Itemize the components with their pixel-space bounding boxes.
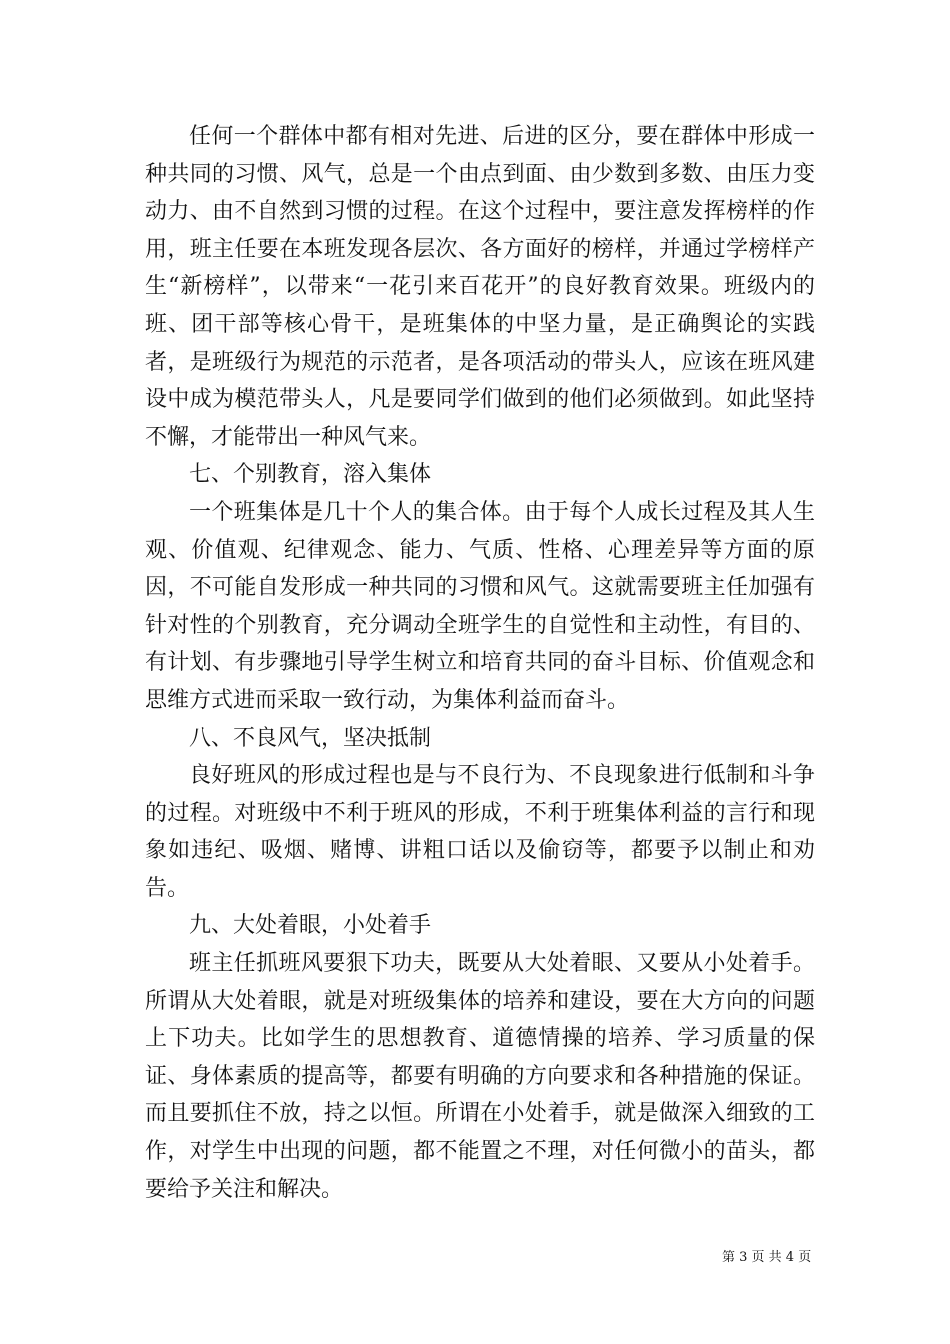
section-heading-9: 九、大处着眼，小处着手 (189, 913, 432, 939)
paragraph-individual-education: 一个班集体是几十个人的集合体。由于每个人成长过程及其人生观、价值观、纪律观念、能力、气质、性格、心理差异等方面的原因，不可能自发形成一种共同的习惯和风气。这就需要班主任加强有针对性的个别教育，充分调动全班学生的自觉性和主动性，有目的、有计划、有步骤地引导学生树立和培育共同的奋斗目标、价值观念和思维方式进而采取一致行动，为集体利益而奋斗。 (145, 499, 815, 713)
paragraph-resist-bad-habits: 良好班风的形成过程也是与不良行为、不良现象进行低制和斗争的过程。对班级中不利于班风的形成，不利于班集体利益的言行和现象如违纪、吸烟、赌博、讲粗口话以及偷窃等，都要予以制止和劝告。 (145, 763, 815, 901)
page-number: 第 3 页 共 4 页 (722, 1250, 812, 1265)
section-heading-8: 八、不良风气，坚决抵制 (189, 725, 432, 751)
paragraph-role-models: 任何一个群体中都有相对先进、后进的区分，要在群体中形成一种共同的习惯、风气，总是一个由点到面、由少数到多数、由压力变动力、由不自然到习惯的过程。在这个过程中，要注意发挥榜样的作用，班主任要在本班发现各层次、各方面好的榜样，并通过学榜样产生“新榜样”，以带来“一花引来百花开”的良好教育效果。班级内的班、团干部等核心骨干，是班集体的中坚力量，是正确舆论的实践者，是班级行为规范的示范者，是各项活动的带头人，应该在班风建设中成为模范带头人，凡是要同学们做到的他们必须做到。如此坚持不懈，才能带出一种风气来。 (145, 124, 815, 450)
document-body (145, 118, 815, 1208)
section-heading-7: 七、个别教育，溶入集体 (189, 462, 432, 488)
paragraph-big-picture-small-details: 班主任抓班风要狠下功夫，既要从大处着眼、又要从小处着手。所谓从大处着眼，就是对班级集体的培养和建设，要在大方向的问题上下功夫。比如学生的思想教育、道德情操的培养、学习质量的保证、身体素质的提高等，都要有明确的方向要求和各种措施的保证。而且要抓住不放，持之以恒。所谓在小处着手，就是做深入细致的工作，对学生中出现的问题，都不能置之不理，对任何微小的苗头，都要给予关注和解决。 (145, 951, 815, 1202)
